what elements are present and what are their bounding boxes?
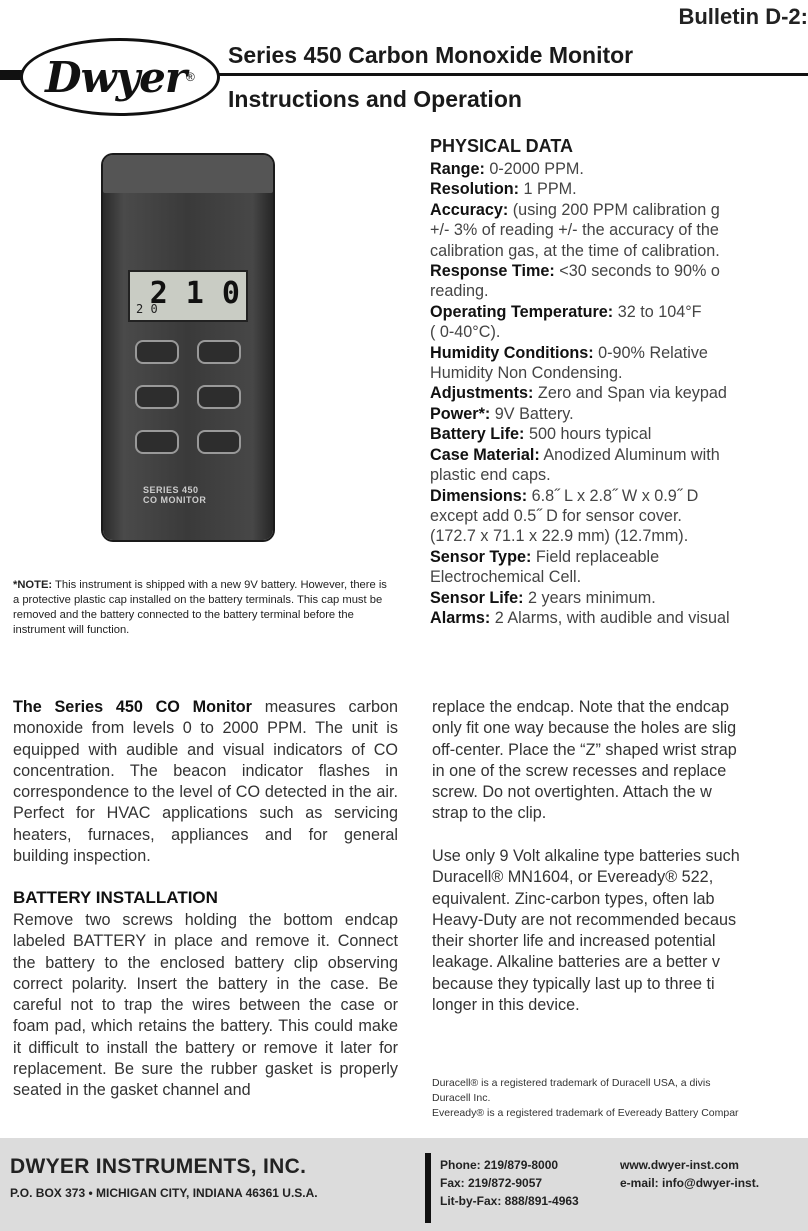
footer-divider: [425, 1153, 431, 1223]
spec-dimensions: Dimensions: 6.8˝ L x 2.8˝ W x 0.9˝ D: [430, 486, 699, 505]
device-top-cap: [103, 155, 273, 193]
device-lcd-display: [128, 270, 248, 322]
spec-accuracy-line2: +/- 3% of reading +/- the accuracy of the: [430, 221, 719, 240]
endcap-line: replace the endcap. Note that the endcap: [432, 698, 729, 716]
battery-type-line: Use only 9 Volt alkaline type batteries such: [432, 847, 740, 865]
footer: [0, 1138, 808, 1231]
device-left-button: [135, 430, 179, 454]
footer-fax: Fax: 219/872-9057: [440, 1176, 543, 1190]
intro-bold: The Series 450 CO Monitor: [13, 698, 252, 716]
footer-email: e-mail: info@dwyer-inst.: [620, 1176, 760, 1190]
battery-type-line: Duracell® MN1604, or Eveready® 522,: [432, 868, 714, 887]
footer-website: www.dwyer-inst.com: [620, 1158, 739, 1172]
spec-response-time: Response Time: <30 seconds to 90% o: [430, 262, 720, 281]
spec-sensor-type-line2: Electrochemical Cell.: [430, 568, 582, 587]
spec-accuracy: Accuracy: (using 200 PPM calibration g: [430, 200, 720, 219]
device-up-button: [135, 385, 179, 409]
lcd-small-reading: 2 0: [136, 302, 158, 316]
spec-case-material-line2: plastic end caps.: [430, 466, 551, 485]
battery-type-line: equivalent. Zinc-carbon types, often lab: [432, 889, 715, 908]
device-label: [143, 485, 206, 505]
spec-alarms: Alarms: 2 Alarms, with audible and visual: [430, 608, 730, 627]
spec-operating-temperature-line2: ( 0-40°C).: [430, 323, 501, 342]
spec-range: Range: 0-2000 PPM.: [430, 160, 584, 178]
logo-text: Dwyer: [45, 52, 186, 102]
instructions-title: Instructions and Operation: [228, 86, 522, 112]
battery-type-line: because they typically last up to three ti: [432, 974, 715, 993]
spec-operating-temperature: Operating Temperature: 32 to 104°F: [430, 302, 702, 321]
note-text: This instrument is shipped with a new 9V battery. However, there is a protective plastic cap installed on the battery terminals. This cap must be removed and the battery connected to the battery terminal before the instrument will function.: [13, 579, 387, 636]
co-monitor-device-image: [103, 155, 273, 540]
spec-case-material: Case Material: Anodized Aluminum with: [430, 445, 720, 464]
battery-type-line: their shorter life and increased potential: [432, 932, 716, 951]
footer-lit-by-fax: Lit-by-Fax: 888/891-4963: [440, 1194, 579, 1208]
header-rule-right: [195, 73, 808, 76]
spec-dimensions-line3: (172.7 x 71.1 x 22.9 mm) (12.7mm).: [430, 527, 689, 546]
spec-dimensions-line2: except add 0.5˝ D for sensor cover.: [430, 506, 682, 525]
footer-web-contact: [620, 1156, 808, 1192]
spec-adjustments: Adjustments: Zero and Span via keypad: [430, 384, 727, 403]
battery-type-paragraph: [432, 846, 808, 1016]
battery-installation-heading: BATTERY INSTALLATION: [13, 888, 218, 907]
battery-type-line: longer in this device.: [432, 996, 580, 1015]
device-right-button: [197, 430, 241, 454]
spec-battery-life: Battery Life: 500 hours typical: [430, 425, 652, 444]
spec-humidity-line2: Humidity Non Condensing.: [430, 364, 623, 383]
footer-phone: Phone: 219/879-8000: [440, 1158, 559, 1172]
footer-contact-numbers: [440, 1156, 579, 1210]
spec-sensor-type: Sensor Type: Field replaceable: [430, 547, 660, 566]
spec-resolution: Resolution: 1 PPM.: [430, 180, 577, 199]
footer-company-name: DWYER INSTRUMENTS, INC.: [10, 1155, 307, 1178]
spec-response-line2: reading.: [430, 282, 489, 301]
battery-type-line: Heavy-Duty are not recommended becaus: [432, 910, 737, 929]
trademark-duracell: Duracell® is a registered trademark of Duracell USA, a divis: [432, 1077, 711, 1089]
endcap-line: off-center. Place the “Z” shaped wrist strap: [432, 740, 737, 759]
logo-registered-mark: ®: [186, 70, 195, 84]
spec-accuracy-line3: calibration gas, at the time of calibration.: [430, 241, 720, 260]
bulletin-number: Bulletin D-2:: [678, 4, 808, 29]
trademark-duracell-inc: Duracell Inc.: [432, 1092, 491, 1104]
dwyer-logo: [20, 38, 220, 116]
endcap-line: screw. Do not overtighten. Attach the w: [432, 783, 712, 802]
endcap-line: only fit one way because the holes are slig: [432, 719, 737, 738]
endcap-paragraph: [432, 697, 808, 825]
footer-address: P.O. BOX 373 • MICHIGAN CITY, INDIANA 46361 U.S.A.: [10, 1186, 318, 1200]
note-label: *NOTE:: [13, 579, 53, 591]
device-label-line1: SERIES 450: [143, 485, 199, 495]
device-label-line2: CO MONITOR: [143, 495, 207, 505]
device-power-button: [135, 340, 179, 364]
series-title: Series 450 Carbon Monoxide Monitor: [228, 42, 634, 68]
intro-text: measures carbon monoxide from levels 0 to 2000 PPM. The unit is equipped with audible and visual indicators of CO concentration. The beacon indicator flashes in correspondence to the level of CO detected in the air. Perfect for HVAC applications such as servicing heaters, furnaces, appliances and for general building inspection.: [13, 698, 398, 866]
spec-power: Power*: 9V Battery.: [430, 404, 574, 423]
endcap-line: strap to the clip.: [432, 804, 547, 823]
trademark-notes: [432, 1076, 808, 1121]
device-function-button: [197, 340, 241, 364]
battery-note: [13, 578, 393, 638]
spec-humidity: Humidity Conditions: 0-90% Relative: [430, 343, 708, 362]
physical-data-title: PHYSICAL DATA: [430, 136, 574, 156]
battery-installation-text: Remove two screws holding the bottom endcap labeled BATTERY in place and remove it. Connect the battery to the enclosed battery clip observing correct polarity. Insert the battery in the case. Be careful not to trap the wires between the case or foam pad, which retains the battery. This could make it difficult to install the battery or remove it later for replacement. Be sure the rubber gasket is properly seated in the gasket channel and: [13, 911, 398, 1100]
battery-type-line: leakage. Alkaline batteries are a better v: [432, 953, 720, 972]
physical-data-list: [430, 159, 808, 628]
lcd-reading: 2 1 0: [149, 276, 240, 311]
endcap-line: in one of the screw recesses and replace: [432, 761, 727, 780]
trademark-eveready: Eveready® is a registered trademark of Eveready Battery Compar: [432, 1107, 739, 1119]
intro-paragraph: [13, 697, 398, 867]
device-down-button: [197, 385, 241, 409]
spec-sensor-life: Sensor Life: 2 years minimum.: [430, 588, 656, 607]
